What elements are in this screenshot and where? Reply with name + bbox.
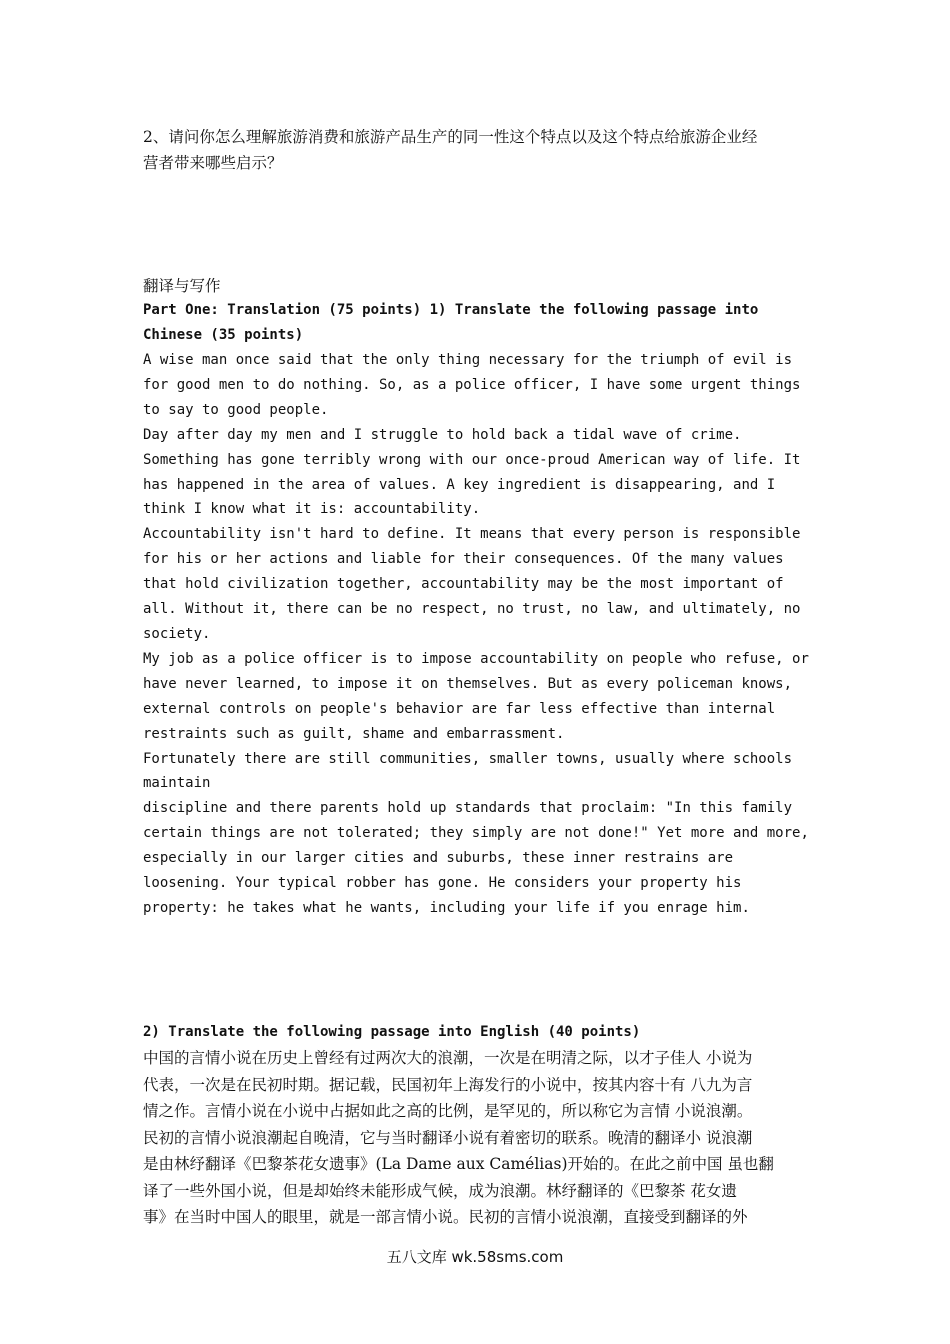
passage-line: have never learned, to impose it on themselves. But as every policeman knows, — [143, 675, 793, 692]
passage-line: for his or her actions and liable for their consequences. Of the many values — [143, 551, 784, 568]
question-text — [143, 124, 813, 176]
part-one-passage — [143, 348, 823, 921]
passage-line: external controls on people's behavior are far less effective than internal — [143, 700, 776, 717]
part-two-passage — [143, 1045, 813, 1231]
passage-line: 民初的言情小说浪潮起自晚清，它与当时翻译小说有着密切的联系。晚清的翻译小 说浪潮 — [143, 1128, 753, 1147]
passage-line: discipline and there parents hold up standards that proclaim: "In this family — [143, 800, 793, 817]
question-line: 营者带来哪些启示？ — [143, 154, 283, 172]
passage-line: certain things are not tolerated; they simply are not done!" Yet more and more, — [143, 825, 809, 842]
passage-line: society. — [143, 625, 211, 642]
passage-line: 是由林纾翻译《巴黎茶花女遗事》(La Dame aux Camélias)开始的。在此之前中国 虽也翻 — [143, 1155, 774, 1173]
passage-line: all. Without it, there can be no respect, no trust, no law, and ultimately, no — [143, 601, 801, 618]
passage-line: that hold civilization together, accountability may be the most important of — [143, 576, 784, 593]
passage-line: 译了一些外国小说，但是却始终未能形成气候，成为浪潮。林纾翻译的《巴黎茶 花女遗 — [143, 1181, 737, 1200]
passage-line: My job as a police officer is to impose accountability on people who refuse, or — [143, 650, 809, 667]
passage-line: Day after day my men and I struggle to hold back a tidal wave of crime. — [143, 426, 742, 443]
passage-line: think I know what it is: accountability. — [143, 501, 481, 518]
passage-line: Fortunately there are still communities, smaller towns, usually where schools — [143, 750, 793, 767]
passage-line: Something has gone terribly wrong with our once-proud American way of life. It — [143, 451, 801, 468]
heading-line: Part One: Translation (75 points) 1) Translate the following passage into — [143, 302, 759, 318]
question-line: 2、请问你怎么理解旅游消费和旅游产品生产的同一性这个特点以及这个特点给旅游企业经 — [143, 128, 758, 146]
heading-line: Chinese (35 points) — [143, 326, 304, 343]
passage-line: 中国的言情小说在历史上曾经有过两次大的浪潮，一次是在明清之际，以才子佳人 小说为 — [143, 1049, 753, 1067]
passage-line: restraints such as guilt, shame and embarrassment. — [143, 725, 565, 742]
part-one-heading — [143, 298, 823, 348]
section-title: 翻译与写作 — [143, 277, 221, 295]
passage-line: maintain — [143, 775, 211, 792]
passage-line: for good men to do nothing. So, as a police officer, I have some urgent things — [143, 376, 801, 393]
passage-line: has happened in the area of values. A key ingredient is disappearing, and I — [143, 476, 776, 493]
passage-line: especially in our larger cities and suburbs, these inner restrains are — [143, 850, 734, 867]
passage-line: loosening. Your typical robber has gone. He considers your property his — [143, 875, 742, 892]
passage-line: to say to good people. — [143, 401, 329, 418]
passage-line: property: he takes what he wants, including your life if you enrage him. — [143, 899, 750, 916]
passage-line: Accountability isn't hard to define. It means that every person is responsible — [143, 526, 801, 543]
passage-line: 代表，一次是在民初时期。据记载，民国初年上海发行的小说中，按其内容十有 八九为言 — [143, 1075, 753, 1094]
passage-line: 情之作。言情小说在小说中占据如此之高的比例，是罕见的，所以称它为言情 小说浪潮。 — [143, 1102, 753, 1120]
passage-line: A wise man once said that the only thing necessary for the triumph of evil is — [143, 352, 793, 368]
footer-watermark: 五八文库 wk.58sms.com — [386, 1248, 564, 1266]
part-two-heading: 2) Translate the following passage into English (40 points) — [143, 1024, 641, 1040]
passage-line: 事》在当时中国人的眼里，就是一部言情小说。民初的言情小说浪潮，直接受到翻译的外 — [143, 1208, 748, 1226]
